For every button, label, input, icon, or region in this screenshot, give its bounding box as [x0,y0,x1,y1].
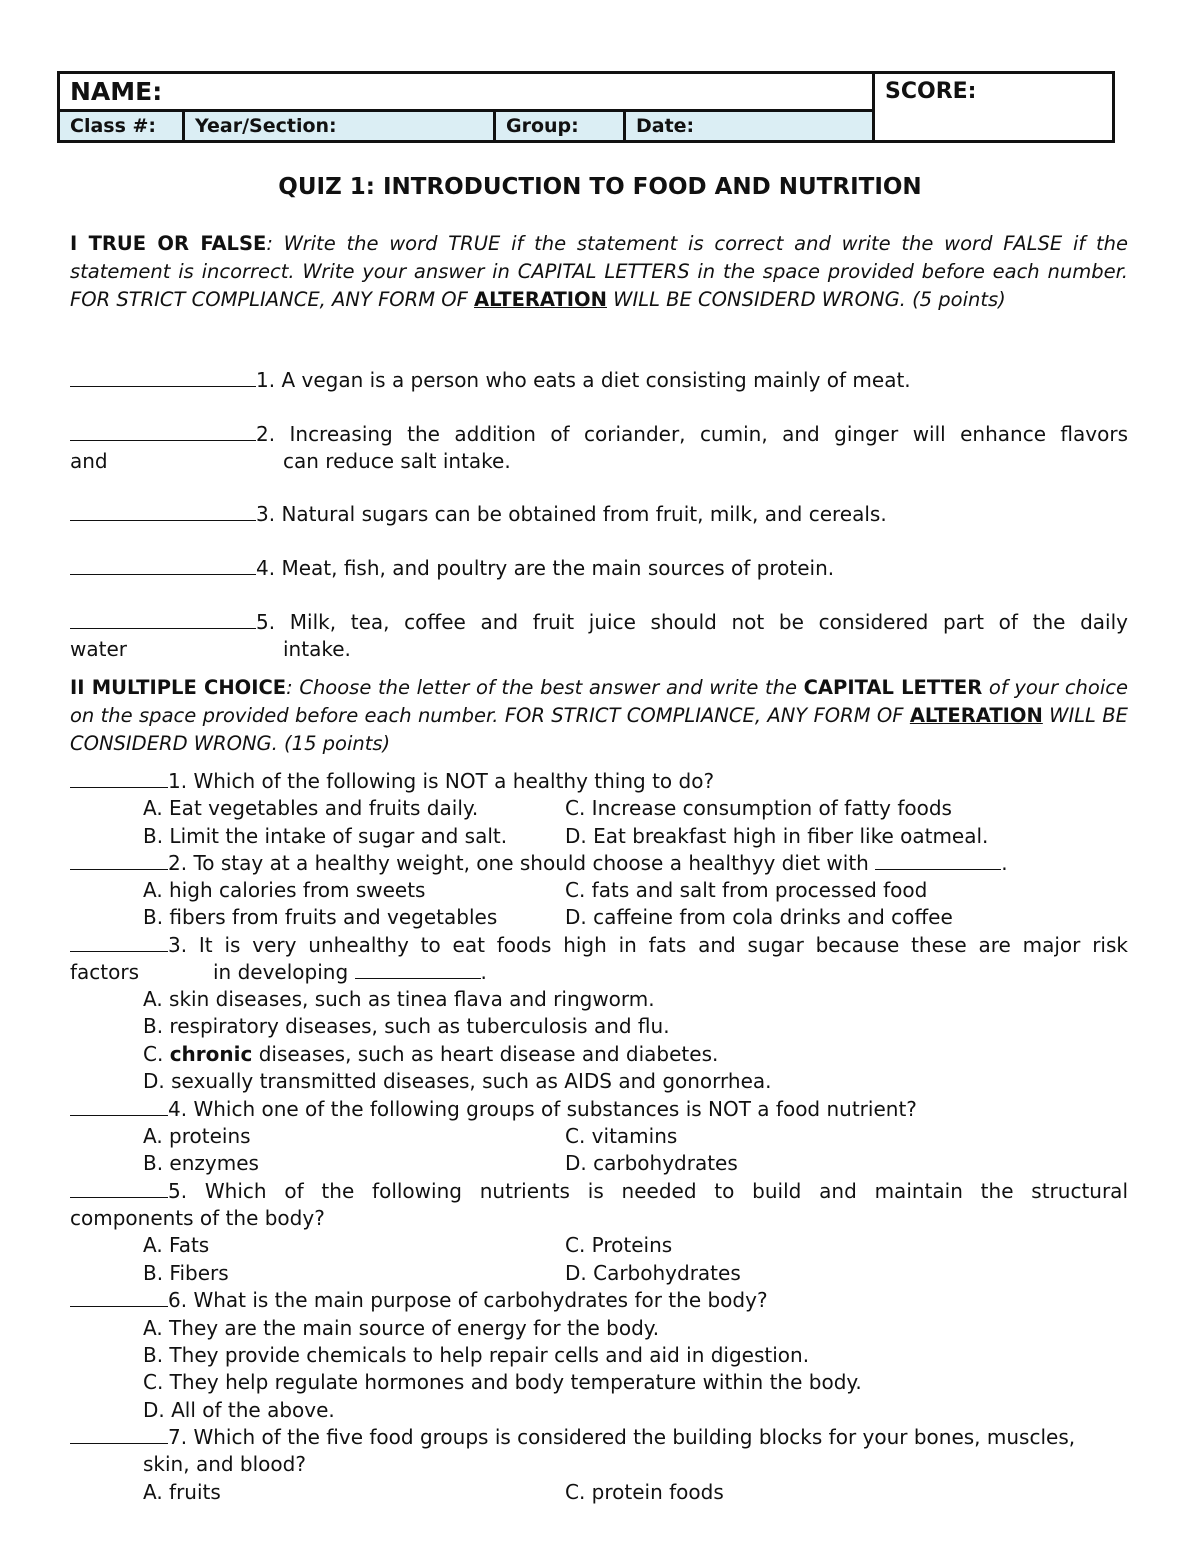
tf-item-2-wrap-word: and [70,449,108,473]
q4-option-c: C. vitamins [565,1124,678,1148]
class-number-label: Class #: [70,115,157,137]
fill-blank [355,960,481,979]
q6-option-b: B. They provide chemicals to help repair cells and aid in digestion. [143,1343,810,1367]
tf-item-5-cont: intake. [283,637,351,661]
mc-question-text: 6. What is the main purpose of carbohydrates for the body? [168,1288,768,1312]
q5-cont: components of the body? [70,1206,325,1230]
q3-option-c-letter: C. [143,1042,164,1066]
tf-item-text: 3. Natural sugars can be obtained from fruit, milk, and cereals. [256,502,887,526]
tf-item-1 [70,367,911,394]
quiz-title: QUIZ 1: INTRODUCTION TO FOOD AND NUTRITION [278,174,922,200]
mc-question-text: 3. It is very unhealthy to eat foods high in fats and sugar because these are major risk [168,933,1128,957]
name-field[interactable] [60,74,875,112]
part2-alteration: ALTERATION [909,704,1043,727]
score-label: SCORE: [885,79,977,104]
answer-blank[interactable] [70,610,256,629]
q2-option-a: A. high calories from sweets [143,878,426,902]
answer-blank[interactable] [70,1288,168,1307]
score-field[interactable] [875,74,1112,140]
answer-blank[interactable] [70,851,168,870]
part1-alteration: ALTERATION [474,288,607,311]
part2-instr-c: WILL BE CONSIDERD WRONG. (15 points) [70,704,1128,755]
answer-blank[interactable] [70,368,256,387]
answer-blank[interactable] [70,933,168,952]
answer-blank[interactable] [70,502,256,521]
q5-option-b: B. Fibers [143,1261,229,1285]
q2-option-c: C. fats and salt from processed food [565,878,928,902]
q1-option-d: D. Eat breakfast high in fiber like oatmeal. [565,824,989,848]
answer-blank[interactable] [70,1179,168,1198]
group-label: Group: [506,115,579,137]
q6-option-a: A. They are the main source of energy for the body. [143,1316,660,1340]
mc-question-3 [70,932,1128,959]
mc-question-text: 5. Which of the following nutrients is needed to build and maintain the structural [168,1179,1128,1203]
mc-question-6 [70,1287,768,1314]
answer-blank[interactable] [70,1425,168,1444]
date-field[interactable] [626,112,875,140]
tf-item-4 [70,555,834,582]
part2-instr-bold: CAPITAL LETTER [803,676,983,699]
mc-question-4 [70,1096,917,1123]
part1-instructions [70,230,1128,314]
answer-blank[interactable] [70,1097,168,1116]
q5-option-a: A. Fats [143,1233,210,1257]
q1-option-c: C. Increase consumption of fatty foods [565,796,952,820]
answer-blank[interactable] [70,769,168,788]
answer-blank[interactable] [70,556,256,575]
q3-cont-text: in developing [213,960,355,984]
tf-item-5-wrap-word: water [70,637,127,661]
mc-question-text: 7. Which of the five food groups is considered the building blocks for your bones, muscles, [168,1425,1076,1449]
mc-question-5 [70,1178,1128,1205]
q4-option-b: B. enzymes [143,1151,259,1175]
q6-option-c: C. They help regulate hormones and body temperature within the body. [143,1370,862,1394]
part1-instr-a: : Write the word TRUE if the statement is correct and write the word FALSE if the statement is incorrect. Write your answer in CAPITAL LETTERS in the space provided before each number. FOR STRICT COMPLIANCE, ANY FORM OF [70,232,1128,311]
q4-option-a: A. proteins [143,1124,251,1148]
year-section-field[interactable] [185,112,496,140]
year-section-label: Year/Section: [195,115,337,137]
q3-option-c [143,1041,718,1068]
tf-item-2 [70,421,1128,448]
q3-cont: in developing . [213,960,487,984]
part2-instructions [70,674,1128,758]
answer-blank[interactable] [70,422,256,441]
mc-question-1 [70,768,714,795]
q3-option-c-rest: diseases, such as heart disease and diabetes. [252,1042,719,1066]
tf-item-text: 4. Meat, fish, and poultry are the main sources of protein. [256,556,835,580]
q4-option-d: D. carbohydrates [565,1151,738,1175]
mc-question-7 [70,1424,1075,1451]
q2-option-d: D. caffeine from cola drinks and coffee [565,905,953,929]
name-label: NAME: [70,77,163,106]
q1-option-b: B. Limit the intake of sugar and salt. [143,824,508,848]
tf-item-text: 1. A vegan is a person who eats a diet consisting mainly of meat. [256,368,911,392]
group-field[interactable] [496,112,626,140]
q1-option-a: A. Eat vegetables and fruits daily. [143,796,479,820]
part1-heading: I TRUE OR FALSE [70,232,267,255]
q3-option-b: B. respiratory diseases, such as tuberculosis and flu. [143,1014,670,1038]
q7-option-a: A. fruits [143,1480,221,1504]
q2-option-b: B. fibers from fruits and vegetables [143,905,498,929]
q3-option-d: D. sexually transmitted diseases, such as AIDS and gonorrhea. [143,1069,772,1093]
tf-item-5 [70,609,1128,636]
part2-instr-a: : Choose the letter of the best answer and write the [286,676,804,699]
class-number-field[interactable] [60,112,185,140]
q3-option-c-bold: chronic [169,1042,253,1066]
mc-question-text: 2. To stay at a healthy weight, one should choose a healthyy diet with [168,851,876,875]
tf-item-3 [70,501,887,528]
fill-blank [875,851,1001,870]
part2-heading: II MULTIPLE CHOICE [70,676,287,699]
part1-instr-b: WILL BE CONSIDERD WRONG. (5 points) [606,288,1006,311]
q3-option-a: A. skin diseases, such as tinea flava and ringworm. [143,987,655,1011]
q7-option-c: C. protein foods [565,1480,724,1504]
student-info-header [57,71,1115,143]
q5-option-c: C. Proteins [565,1233,673,1257]
part2-instr-b: of your choice on the space provided before each number. FOR STRICT COMPLIANCE, ANY FORM OF [70,676,1128,727]
mc-question-2: 2. To stay at a healthy weight, one should choose a healthyy diet with . [70,850,1008,877]
tf-item-text: 2. Increasing the addition of coriander, cumin, and ginger will enhance flavors [256,422,1128,446]
q3-wrap-word: factors [70,960,140,984]
q7-cont: skin, and blood? [143,1452,306,1476]
date-label: Date: [636,115,695,137]
q6-option-d: D. All of the above. [143,1398,335,1422]
tf-item-2-cont: can reduce salt intake. [283,449,511,473]
tf-item-text: 5. Milk, tea, coffee and fruit juice should not be considered part of the daily [256,610,1128,634]
mc-question-text: 1. Which of the following is NOT a healthy thing to do? [168,769,715,793]
mc-question-text: 4. Which one of the following groups of substances is NOT a food nutrient? [168,1097,917,1121]
q5-option-d: D. Carbohydrates [565,1261,741,1285]
